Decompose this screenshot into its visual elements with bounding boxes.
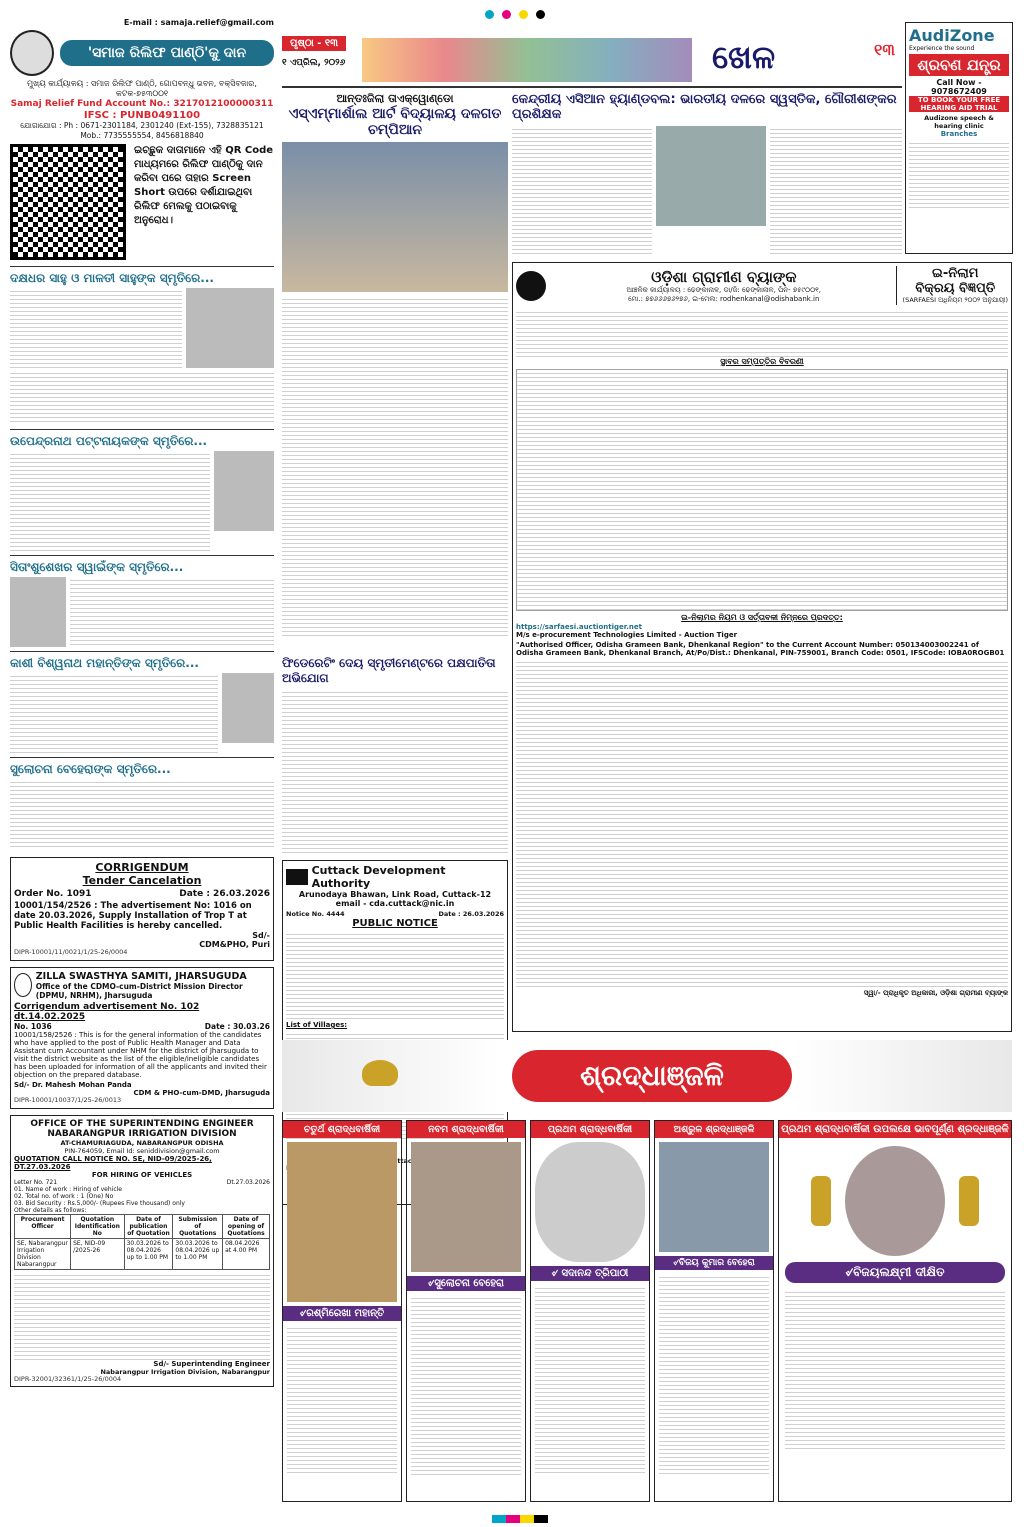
irrigation-td-5: 08.04.2026 at 4.00 PM	[223, 1238, 270, 1269]
shraddhanjali-title: ଶ୍ରଦ୍ଧାଞ୍ଜଳି	[512, 1050, 792, 1102]
cda-date: Date : 26.03.2026	[438, 910, 504, 918]
memorial-photo-2	[214, 451, 274, 531]
card1-text	[287, 1325, 397, 1475]
zilla-title: ZILLA SWASTHYA SAMITI, JHARSUGUDA	[35, 970, 247, 982]
audizone-title: ଶ୍ରବଣ ଯନ୍ତ୍ର	[909, 54, 1009, 76]
irrigation-letter-date: Dt.27.03.2026	[226, 1178, 270, 1186]
irrigation-td-2: SE, NID-09 /2025-26	[71, 1238, 124, 1269]
irrigation-sign2: Nabarangpur Irrigation Division, Nabarangpur	[100, 1367, 270, 1376]
card2-head: ନବମ ଶ୍ରାଦ୍ଧବାର୍ଷିକୀ	[407, 1121, 525, 1138]
story2-head: କେନ୍ଦ୍ରୀୟ ଏସିଆନ ହ୍ୟାଣ୍ଡବଲ: ଭାରତୀୟ ଦଳରେ ସ୍ୱସ୍ତିକ, ଗୌରୀଶଙ୍କର ପ୍ରଶିକ୍ଷକ	[512, 92, 897, 122]
bank-property-table	[516, 369, 1008, 611]
corrigendum-body: 10001/154/2526 : The advertisement No: 1016 on date 20.03.2026, Supply Installation of Trop T at Public Health Facilities is hereby cancelled.	[14, 901, 252, 931]
zilla-corr: Corrigendum advertisement No. 102 dt.14.02.2025	[14, 1001, 200, 1022]
audizone-call: Call Now - 9078672409	[931, 78, 987, 96]
irrigation-th-4: Submission of Quotations	[173, 1214, 223, 1238]
story1-head: ଏସ୍‌ଏମ୍‌ମାର୍ଶାଲ ଆର୍ଟ ବିଦ୍ୟାଳୟ ଦଳଗତ ଚମ୍ପିଆନ	[288, 106, 502, 138]
memorial-card-4	[654, 1120, 774, 1502]
zilla-logo-icon	[14, 973, 32, 997]
audizone-clinic: Audizone speech & hearing clinic	[924, 114, 994, 130]
relief-qr-block	[10, 144, 274, 260]
masthead-page: ପୃଷ୍ଠା - ୧୩	[282, 36, 346, 51]
card4-text	[659, 1274, 769, 1474]
cda-body-text	[286, 931, 504, 1021]
lamp-icon-1	[811, 1176, 831, 1226]
irrigation-table	[14, 1214, 270, 1270]
card4-photo	[659, 1142, 769, 1252]
relief-qr-text: ଇଚ୍ଛୁକ ଦାତାମାନେ ଏହି QR Code ମାଧ୍ୟମରେ ରିଲିଫ ପାଣ୍ଠିକୁ ଦାନ କରିବା ପରେ ତାହାର Screen Short ଉପରେ ଦର୍ଶାଯାଇଥିବା ରିଲିଫ ମେଲକୁ ପଠାଇବାକୁ ଅନୁରୋଧ।	[134, 145, 274, 226]
masthead-pnum: ୧୩	[874, 40, 895, 59]
irrigation-th-1: Procurement Officer	[15, 1214, 71, 1238]
cda-heading: PUBLIC NOTICE	[352, 918, 438, 929]
irrigation-td-3: 30.03.2026 to 08.04.2026 up to 1.00 PM	[124, 1238, 173, 1269]
card1-name: ୰ରଶ୍ମିରେଖା ମହାନ୍ତି	[283, 1306, 401, 1321]
relief-title: 'ସମାଜ ରିଲିଫ ପାଣ୍ଠି'କୁ ଦାନ	[60, 40, 274, 66]
irrigation-th-5: Date of opening of Quotations	[223, 1214, 270, 1238]
story-federation	[282, 656, 508, 856]
story1-kicker: ଆନ୍ତଃଜିଲା ତାଏକ୍ୱୋଣ୍ଡୋ	[336, 92, 454, 105]
lamp-icon-left	[362, 1060, 398, 1086]
relief-logo-block	[10, 30, 274, 76]
zilla-date: Date : 30.03.26	[204, 1021, 270, 1031]
bank-schedule: ସ୍ଥାବର ସମ୍ପତ୍ତିର ବିବରଣୀ	[720, 357, 804, 366]
audizone-ad[interactable]	[905, 22, 1013, 254]
card3-name: ୰ ସଦାନନ୍ଦ ତ୍ରିପାଠୀ	[531, 1266, 649, 1281]
irrigation-title1: OFFICE OF THE SUPERINTENDING ENGINEER	[30, 1118, 254, 1129]
founder-portrait-icon	[10, 30, 54, 76]
card5-head: ପ୍ରଥମ ଶ୍ରାଦ୍ଧବାର୍ଷିକୀ ଉପଲକ୍ଷେ ଭାବପୂର୍ଣ୍ଣ ଶ୍ରଦ୍ଧାଞ୍ଜଳି	[779, 1121, 1011, 1138]
relief-contact: ଯୋଗାଯୋଗ : Ph : 0671-2301184, 2301240 (Ext-155), 7328835121 Mob.: 7735555554, 8456818840	[20, 121, 264, 140]
cda-title: Cuttack Development Authority	[311, 864, 446, 890]
card3-photo	[535, 1142, 645, 1262]
corrigendum-title: CORRIGENDUM	[95, 861, 189, 874]
cda-notice-no: Notice No. 4444	[286, 910, 345, 918]
memorial-text-2	[10, 451, 210, 551]
story1-photo	[282, 142, 508, 292]
corrigendum-sd: Sd/-	[252, 931, 270, 940]
bank-logo-icon	[516, 271, 546, 301]
irrigation-dipr: DIPR-32001/32361/1/25-26/0004	[14, 1374, 122, 1383]
memorial-title-4: କାଶୀ ବିଶ୍ୱନାଥ ମହାନ୍ତିଙ୍କ ସ୍ମୃତିରେ...	[10, 656, 199, 670]
story2-text-a	[512, 126, 652, 257]
irrigation-td-4: 30.03.2026 to 08.04.2026 up to 1.00 PM	[173, 1238, 223, 1269]
corrigendum-order: Order No. 1091	[14, 889, 92, 899]
shraddhanjali-banner	[282, 1040, 1012, 1112]
story3-head: ଫିଡେରେଟିଂ ଦେୟ ସ୍ମୃତୀମେଣ୍ଟରେ ପକ୍ଷପାତିତା ଅଭିଯୋଗ	[282, 656, 496, 685]
audizone-branches: Branches	[940, 130, 978, 138]
card1-photo	[287, 1142, 397, 1302]
corrigendum-notice	[10, 857, 274, 961]
masthead	[282, 36, 902, 88]
qr-code-icon[interactable]	[10, 144, 126, 260]
irrigation-pin: PIN-764059, Email Id: seniddivision@gmail.com	[64, 1146, 220, 1155]
zilla-notice	[10, 967, 274, 1109]
masthead-date: ୧ ଏପ୍ରିଲ, ୨୦୨୬	[282, 58, 346, 68]
relief-office: ମୁଖ୍ୟ କାର୍ଯ୍ୟାଳୟ : ସମାଜ ରିଲିଫ ପାଣ୍ଠି, ଗୋପବନ୍ଧୁ ଭବନ, ବକ୍ସିବଜାର, କଟକ-୭୫୩୦୦୧	[27, 79, 257, 98]
bank-footer: ସ୍ୱା/- ପ୍ରାଧିକୃତ ଅଧିକାରୀ, ଓଡ଼ିଶା ଗ୍ରାମୀଣ ବ୍ୟାଙ୍କ	[863, 989, 1008, 997]
irrigation-item-1: 01. Name of work : Hiring of vehicle	[14, 1185, 122, 1193]
card3-text	[535, 1285, 645, 1475]
irrigation-notice-no: QUOTATION CALL NOTICE NO. SE, NID-09/2025-26, DT.27.03.2026	[14, 1154, 212, 1171]
bank-eauction: ଇ-ନିଲାମ	[932, 266, 979, 281]
memorial-text-1b	[10, 370, 274, 425]
story-taekwondo	[282, 92, 508, 652]
memorial-card-1	[282, 1120, 402, 1502]
irrigation-letter: Letter No. 721	[14, 1178, 58, 1186]
memorial-text-5	[10, 779, 274, 849]
bank-sale: ବିକ୍ରୟ ବିଜ୍ଞପ୍ତି	[915, 281, 996, 296]
memorial-card-2	[406, 1120, 526, 1502]
card1-head: ଚତୁର୍ଥ ଶ୍ରାଦ୍ଧବାର୍ଷିକୀ	[283, 1121, 401, 1138]
card4-name: ୰ବିଜୟ କୁମାର ବେହେରା	[655, 1256, 773, 1270]
bank-intro-text	[516, 309, 1008, 357]
irrigation-text	[14, 1272, 270, 1360]
sports-banner-graphic	[362, 38, 692, 82]
card3-head: ପ୍ରଥମ ଶ୍ରାଦ୍ଧବାର୍ଷିକୀ	[531, 1121, 649, 1138]
corrigendum-dipr: DIPR-10001/11/0021/1/25-26/0004	[14, 948, 128, 956]
story2-text-b	[770, 126, 902, 257]
memorial-title-5: ସୁଲୋଚନା ବେହେରାଙ୍କ ସ୍ମୃତିରେ...	[10, 762, 171, 776]
irrigation-addr: AT-CHAMURIAGUDA, NABARANGPUR ODISHA	[60, 1138, 224, 1147]
cda-logo-icon	[286, 869, 308, 885]
card5-photo	[845, 1146, 945, 1256]
irrigation-for: FOR HIRING OF VEHICLES	[91, 1170, 193, 1179]
relief-account: Samaj Relief Fund Account No.: 3217012100000311	[10, 99, 274, 109]
masthead-section: ଖେଳ	[712, 38, 776, 76]
corrigendum-sub: Tender Cancelation	[82, 874, 202, 887]
bank-url-link[interactable]: https://sarfaesi.auctiontiger.net	[516, 623, 642, 631]
zilla-sign2: CDM & PHO-cum-DMD, Jharsuguda	[133, 1088, 270, 1097]
relief-email: E-mail : samaja.relief@gmail.com	[123, 18, 274, 27]
bank-auction-notice	[512, 262, 1012, 1032]
bank-sarfaesi: (SARFAESI ଅଧିନିୟମ ୨୦୦୨ ଅନୁଯାୟୀ)	[902, 296, 1008, 304]
bank-vendor: M/s e-procurement Technologies Limited - Auction Tiger	[516, 631, 738, 639]
corrigendum-sign: CDM&PHO, Puri	[199, 940, 270, 949]
story1-text	[282, 296, 508, 636]
irrigation-item-2: 02. Total no. of work : 1 (One) No	[14, 1192, 114, 1200]
audizone-book: TO BOOK YOUR FREE HEARING AID TRIAL	[909, 96, 1009, 112]
audizone-tagline: Experience the sound	[909, 45, 975, 52]
memorial-text-3	[70, 577, 274, 647]
memorial-title-3: ସିତାଂଶୁଶେଖର ସ୍ୱାଇଁଙ୍କ ସ୍ମୃତିରେ...	[10, 560, 184, 574]
card2-photo	[411, 1142, 521, 1272]
memorial-card-5	[778, 1120, 1012, 1502]
zilla-dipr: DIPR-10001/10037/1/25-26/0013	[14, 1095, 122, 1104]
memorial-title-2: ଉପେନ୍ଦ୍ରନାଥ ପଟ୍ଟନାୟକଙ୍କ ସ୍ମୃତିରେ...	[10, 434, 208, 448]
color-bar-bottom	[440, 1508, 600, 1518]
zilla-no: No. 1036	[14, 1021, 52, 1031]
cda-sign3: Cuttack	[387, 1157, 417, 1165]
irrigation-notice	[10, 1115, 274, 1388]
card2-name: ୰ସୁଲୋଚନା ବେହେରା	[407, 1276, 525, 1291]
story2-photo	[656, 126, 766, 226]
irrigation-title2: NABARANGPUR IRRIGATION DIVISION	[47, 1128, 237, 1139]
cda-addr: Arunodaya Bhawan, Link Road, Cuttack-12	[298, 890, 492, 899]
zilla-body: 10001/158/2526 : This is for the general information of the candidates who have applied to the post of Public Health Manager and Data Assistant cum Accountant under NHM for the district of Jharsuguda to visit the district website as the list of the eligible/ineligible candidates has been uploaded for information of all the applicants and invited their objection on the prepared database.	[14, 1030, 267, 1079]
memorial-card-3	[530, 1120, 650, 1502]
corrigendum-date: Date : 26.03.2026	[179, 889, 270, 899]
card5-text	[785, 1289, 1005, 1449]
irrigation-sign: Sd/- Superintending Engineer	[153, 1359, 270, 1368]
irrigation-th-3: Date of publication of Quotation	[124, 1214, 173, 1238]
bank-region: ଆଞ୍ଚଳିକ କାର୍ଯ୍ୟାଳୟ : ଢେଙ୍କାନାଳ, ଡା/ଜି: ଢେଙ୍କାନାଳ, ପିନ- ୭୫୯୦୦୧,	[626, 285, 822, 294]
memorial-title-1: ଦକ୍ଷଧର ସାହୁ ଓ ମାଳତୀ ସାହୁଙ୍କ ସ୍ମୃତିରେ...	[10, 271, 214, 285]
story3-text	[282, 689, 508, 854]
audizone-brand: AudiZone	[909, 26, 995, 45]
memorial-cards	[282, 1120, 1012, 1500]
bank-rules-text	[516, 659, 1008, 989]
card4-head: ଅଶ୍ରୁଳ ଶ୍ରଦ୍ଧାଞ୍ଜଳି	[655, 1121, 773, 1138]
story-handball	[512, 92, 902, 257]
zilla-sign1: Sd/- Dr. Mahesh Mohan Panda	[14, 1080, 132, 1089]
irrigation-item-4: Other details as follows:	[14, 1206, 87, 1214]
irrigation-item-3: 03. Bid Security : Rs.5,000/- (Rupees Five thousand) only	[14, 1199, 185, 1207]
irrigation-th-2: Quotation Identification No	[71, 1214, 124, 1238]
memorial-photo-4	[222, 673, 274, 743]
cda-email: email - cda.cuttack@nic.in	[335, 899, 455, 908]
card5-name: ୰ବିଜୟଲକ୍ଷ୍ମୀ ଦୀକ୍ଷିତ	[785, 1262, 1005, 1283]
memorial-text-1	[10, 288, 182, 368]
registration-marks-top	[430, 4, 600, 16]
audizone-branch-list	[909, 140, 1009, 210]
lamp-icon-2	[959, 1176, 979, 1226]
memorial-photo-3	[10, 577, 66, 647]
left-column	[10, 18, 274, 1513]
card2-text	[411, 1295, 521, 1475]
bank-rules: ଇ-ନିଲାମର ନିୟମ ଓ ସର୍ତ୍ତାବଳୀ ନିମ୍ନରେ ପ୍ରଦତ୍ତ:	[681, 613, 843, 622]
memorial-text-4	[10, 673, 218, 753]
irrigation-td-1: SE, Nabarangpur Irrigation Division Nabarangpur	[15, 1238, 71, 1269]
zilla-office: Office of the CDMO-cum-District Mission Director (DPMU, NRHM), Jharsuguda	[35, 981, 243, 1000]
cda-lov: List of Villages:	[286, 1021, 348, 1029]
memorial-photo-1	[186, 288, 274, 368]
bank-account: "Authorised Officer, Odisha Grameen Bank, Dhenkanal Region" to the Current Account Number: 050134003002241 of Odisha Grameen Bank, Dhenkanal Branch, At/Po/Dist.: Dhenkanal, PIN-759001, Branch Code: 0501, IFSCode: IOBA0ROGB01	[516, 641, 1005, 657]
bank-email: ମୋ.: ୭୭୬୬୬୭୬୨୭୬, ଇ-ମେଲ: rodhenkanal@odishabank.in	[628, 294, 820, 303]
relief-ifsc: IFSC : PUNB0491100	[83, 110, 201, 122]
bank-name: ଓଡ଼ିଶା ଗ୍ରାମୀଣ ବ୍ୟାଙ୍କ	[651, 267, 797, 286]
